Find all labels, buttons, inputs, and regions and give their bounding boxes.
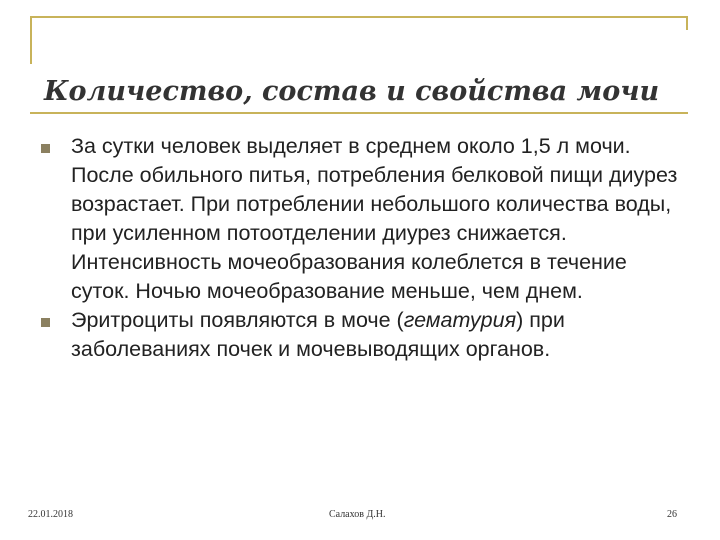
title-divider bbox=[30, 112, 688, 114]
footer-author: Салахов Д.Н. bbox=[329, 509, 386, 520]
bullet-text-2-before: Эритроциты появляются в моче ( bbox=[71, 308, 404, 332]
footer-date: 22.01.2018 bbox=[28, 509, 73, 520]
frame-left-line bbox=[30, 16, 32, 64]
footer-page-number: 26 bbox=[667, 509, 677, 520]
frame-top-line bbox=[30, 16, 688, 18]
slide-title: Количество, состав и свойства мочи bbox=[44, 76, 660, 107]
bullet-item-1 bbox=[40, 132, 690, 306]
bullet-list bbox=[40, 132, 690, 364]
frame-right-line bbox=[686, 16, 688, 30]
term-hematuria: гематурия bbox=[403, 308, 517, 332]
bullet-item-2 bbox=[40, 306, 690, 364]
bullet-text-2-after: ) при заболеваниях почек и мочевыводящих органов. bbox=[71, 308, 565, 361]
square-bullet-icon bbox=[41, 144, 50, 153]
square-bullet-icon bbox=[41, 318, 50, 327]
bullet-text-1: За сутки человек выделяет в среднем около 1,5 л мочи. После обильного питья, потребления белковой пищи диурез возрастает. При потреблении небольшого количества воды, при усиленном потоотделении диурез снижается. Интенсивность мочеобразования колеблется в течение суток. Ночью мочеобразование меньше, чем днем. bbox=[71, 134, 678, 303]
